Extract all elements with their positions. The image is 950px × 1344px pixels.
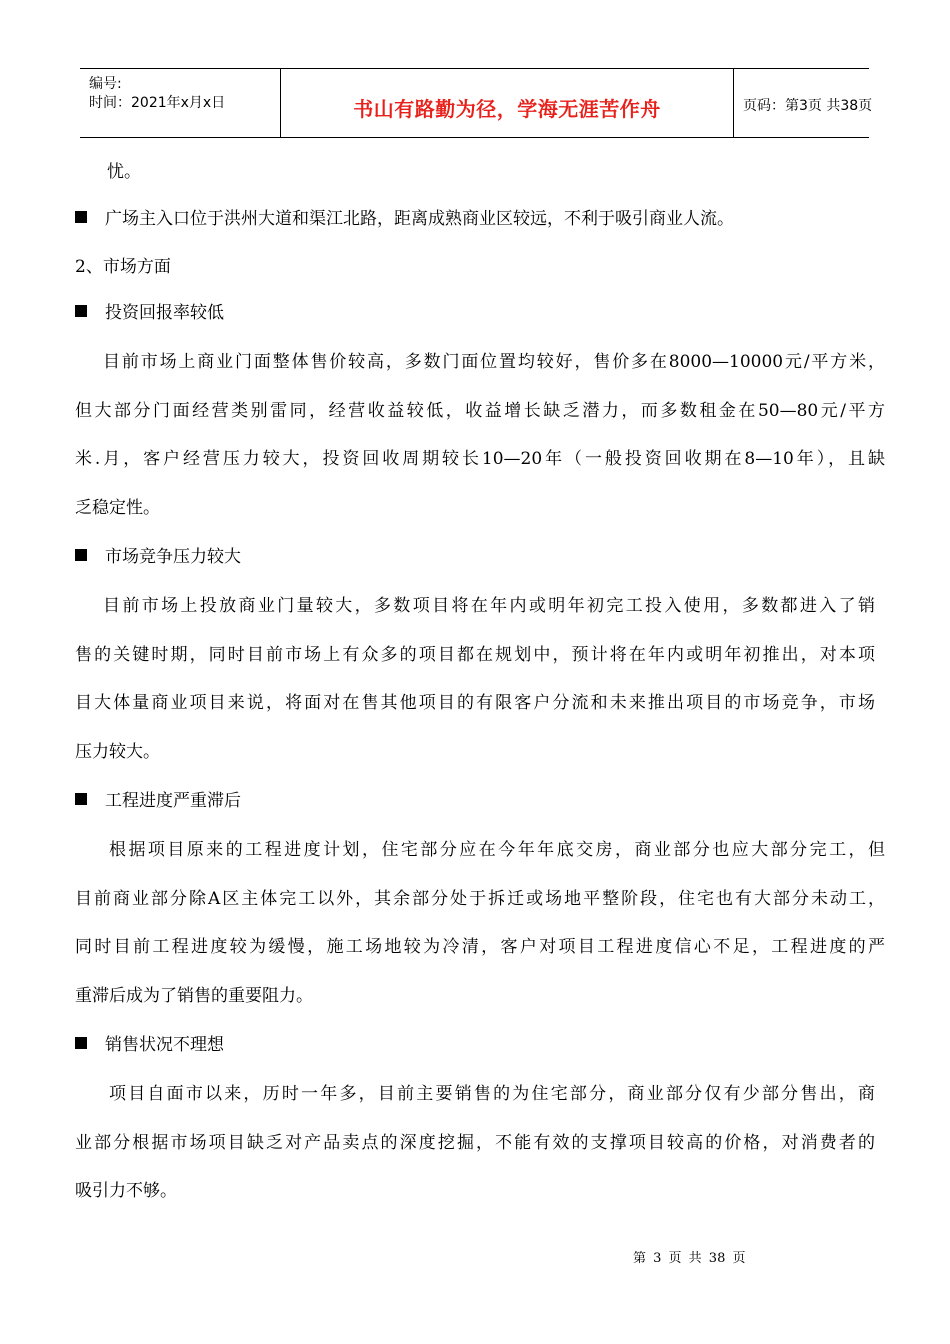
header-motto: 书山有路勤为径，学海无涯苦作舟 [353,97,661,121]
paragraph-line: 售的关键时期，同时目前市场上有众多的项目都在规划中，预计将在年内或明年初推出，对本项 [75,644,875,665]
document-number-label: 编号: [89,76,122,92]
header-meta-cell [80,69,280,137]
bullet-heading: 投资回报率较低 [105,303,224,323]
bullet-heading: 销售状况不理想 [105,1035,224,1055]
header-page-info: 页码：第3页 共38页 [743,98,873,114]
paragraph-line: 重滞后成为了销售的重要阻力。 [75,986,313,1007]
square-bullet-icon [75,549,87,561]
square-bullet-icon [75,305,87,317]
paragraph-line: 吸引力不够。 [75,1181,177,1202]
bullet-item-entrance [75,208,734,230]
paragraph-line: 但大部分门面经营类别雷同，经营收益较低，收益增长缺乏潜力，而多数租金在50—80元/平方 [75,400,885,421]
paragraph-line: 乏稳定性。 [75,498,160,519]
square-bullet-icon [75,211,87,223]
paragraph-line: 项目自面市以来，历时一年多，目前主要销售的为住宅部分，商业部分仅有少部分售出，商 [109,1084,875,1104]
paragraph-competition [75,582,875,777]
paragraph-progress [75,826,885,1021]
paragraph-sales [75,1070,875,1216]
bullet-item-sales [75,1034,224,1056]
paragraph-line: 目大体量商业项目来说，将面对在售其他项目的有限客户分流和未来推出项目的市场竞争，市场 [75,693,875,714]
header-motto-cell [280,69,734,137]
page-footer-number: 第 3 页 共 38 页 [633,1251,746,1266]
paragraph-line: 目前市场上投放商业门量较大，多数项目将在年内或明年初完工投入使用，多数都进入了销 [103,596,875,616]
paragraph-line: 米.月，客户经营压力较大，投资回收周期较长10—20年（一般投资回收期在8—10年），且缺 [75,449,885,470]
continued-text-line: 忧。 [107,162,141,182]
paragraph-line: 目前市场上商业门面整体售价较高，多数门面位置均较好，售价多在8000—10000元/平方米， [103,352,885,372]
section-heading-market: 2、市场方面 [75,257,171,277]
paragraph-line: 业部分根据市场项目缺乏对产品卖点的深度挖掘，不能有效的支撑项目较高的价格，对消费者的 [75,1132,875,1153]
paragraph-line: 根据项目原来的工程进度计划，住宅部分应在今年年底交房，商业部分也应大部分完工，但 [109,840,885,860]
page-header [80,68,873,138]
square-bullet-icon [75,1037,87,1049]
bullet-item-roi [75,302,224,324]
square-bullet-icon [75,793,87,805]
bullet-item-progress [75,790,241,812]
paragraph-line: 目前商业部分除A区主体完工以外，其余部分处于拆迁或场地平整阶段，住宅也有大部分未动工， [75,888,885,909]
bullet-heading: 工程进度严重滞后 [105,791,241,811]
paragraph-line: 同时目前工程进度较为缓慢，施工场地较为冷清，客户对项目工程进度信心不足，工程进度的严 [75,937,885,958]
document-date-label: 时间：2021年x月x日 [89,95,226,111]
bullet-heading: 市场竞争压力较大 [105,547,241,567]
paragraph-roi [75,338,885,533]
header-page-cell [733,69,873,137]
paragraph-line: 压力较大。 [75,742,160,763]
bullet-item-competition [75,546,241,568]
bullet-text: 广场主入口位于洪州大道和渠江北路，距离成熟商业区较远，不利于吸引商业人流。 [105,209,734,229]
